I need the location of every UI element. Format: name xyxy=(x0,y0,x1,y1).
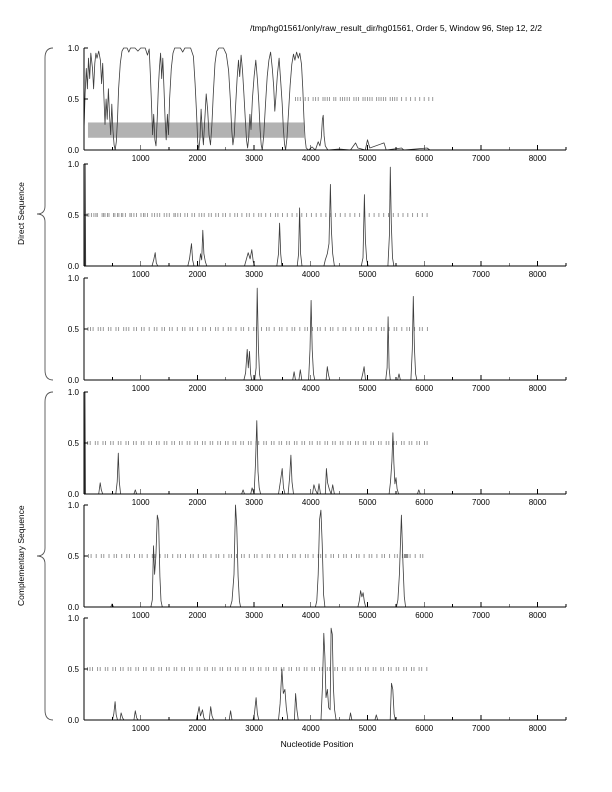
x-tick-label: 3000 xyxy=(245,498,263,507)
y-tick-label: 0.5 xyxy=(67,211,79,220)
x-tick-label: 6000 xyxy=(415,384,434,393)
x-tick-label: 7000 xyxy=(472,498,490,507)
y-tick-label: 0.0 xyxy=(67,490,79,499)
x-tick-label: 2000 xyxy=(188,384,207,393)
x-tick-label: 2000 xyxy=(188,270,207,279)
y-tick-label: 0.5 xyxy=(67,95,79,104)
x-tick-label: 4000 xyxy=(301,270,320,279)
y-tick-label: 0.5 xyxy=(67,552,79,561)
x-tick-label: 1000 xyxy=(131,270,150,279)
y-axis-ticks xyxy=(84,618,88,720)
x-axis-ticks xyxy=(112,602,566,607)
x-tick-label: 6000 xyxy=(415,498,434,507)
match-marks xyxy=(296,97,433,101)
x-tick-label: 6000 xyxy=(415,154,434,163)
panel-direct-1 xyxy=(68,44,566,163)
panel-comp-3 xyxy=(68,614,566,733)
y-axis-ticks xyxy=(84,505,88,607)
signal-curve xyxy=(84,628,563,720)
x-tick-label: 3000 xyxy=(245,724,263,733)
x-tick-label: 7000 xyxy=(472,611,490,620)
x-axis-ticks xyxy=(112,375,566,380)
panel-comp-2 xyxy=(68,501,566,620)
x-tick-label: 7000 xyxy=(472,724,490,733)
x-tick-label: 8000 xyxy=(528,270,547,279)
x-axis-ticks xyxy=(112,715,566,720)
plot-title: /tmp/hg01561/only/raw_result_dir/hg01561, Order 5, Window 96, Step 12, 2/2 xyxy=(249,23,542,33)
match-marks xyxy=(87,213,427,217)
match-marks xyxy=(89,554,423,558)
x-tick-label: 3000 xyxy=(245,154,263,163)
x-tick-label: 1000 xyxy=(131,154,150,163)
x-tick-label: 2000 xyxy=(188,611,207,620)
signal-curve xyxy=(84,288,563,380)
x-tick-label: 7000 xyxy=(472,384,490,393)
signal-curve xyxy=(84,164,563,266)
y-tick-label: 1.0 xyxy=(67,274,79,283)
x-tick-label: 5000 xyxy=(358,154,377,163)
y-axis-ticks xyxy=(84,48,88,150)
x-tick-label: 4000 xyxy=(301,154,320,163)
x-tick-label: 8000 xyxy=(528,154,547,163)
y-tick-label: 1.0 xyxy=(67,44,79,53)
signal-curve xyxy=(84,505,563,607)
x-tick-label: 8000 xyxy=(528,384,547,393)
x-tick-label: 3000 xyxy=(245,611,263,620)
x-tick-label: 5000 xyxy=(358,498,377,507)
x-axis-ticks xyxy=(112,489,566,494)
panel-direct-3 xyxy=(68,274,566,393)
x-axis-title: Nucleotide Position xyxy=(280,739,354,749)
y-tick-label: 1.0 xyxy=(67,614,79,623)
y-tick-label: 0.5 xyxy=(67,439,79,448)
x-tick-label: 3000 xyxy=(245,384,263,393)
x-tick-label: 5000 xyxy=(358,611,377,620)
x-tick-label: 5000 xyxy=(358,270,377,279)
y-tick-label: 1.0 xyxy=(67,160,79,169)
y-tick-label: 0.5 xyxy=(67,665,79,674)
signal-curve xyxy=(84,392,563,494)
x-tick-label: 5000 xyxy=(358,724,377,733)
x-tick-label: 4000 xyxy=(301,498,320,507)
x-tick-label: 7000 xyxy=(472,154,490,163)
x-axis-ticks xyxy=(112,145,566,150)
y-tick-label: 0.0 xyxy=(67,146,79,155)
x-tick-label: 8000 xyxy=(528,611,547,620)
x-tick-label: 2000 xyxy=(188,724,207,733)
x-tick-label: 2000 xyxy=(188,154,207,163)
x-tick-label: 4000 xyxy=(301,384,320,393)
complementary-sequence-label: Complementary Sequence xyxy=(16,505,26,607)
panel-direct-2 xyxy=(68,160,566,279)
x-tick-label: 1000 xyxy=(131,611,150,620)
x-tick-label: 3000 xyxy=(245,270,263,279)
y-tick-label: 0.0 xyxy=(67,716,79,725)
direct-sequence-label: Direct Sequence xyxy=(16,182,26,246)
x-tick-label: 6000 xyxy=(415,611,434,620)
complementary-group-brace xyxy=(37,392,53,720)
y-axis-ticks xyxy=(84,278,88,380)
x-tick-label: 2000 xyxy=(188,498,207,507)
x-tick-label: 4000 xyxy=(301,724,320,733)
x-tick-label: 1000 xyxy=(131,384,150,393)
x-tick-label: 5000 xyxy=(358,384,377,393)
x-tick-label: 6000 xyxy=(415,270,434,279)
y-tick-label: 0.0 xyxy=(67,262,79,271)
x-tick-label: 1000 xyxy=(131,498,150,507)
y-tick-label: 1.0 xyxy=(67,501,79,510)
direct-group-brace xyxy=(37,48,53,380)
y-tick-label: 0.5 xyxy=(67,325,79,334)
x-axis-ticks xyxy=(112,261,566,266)
match-marks xyxy=(87,667,426,671)
highlight-bar xyxy=(88,122,304,137)
y-tick-label: 0.0 xyxy=(67,603,79,612)
y-tick-label: 0.0 xyxy=(67,376,79,385)
y-tick-label: 1.0 xyxy=(67,388,79,397)
x-tick-label: 4000 xyxy=(301,611,320,620)
panel-comp-1 xyxy=(68,388,566,507)
x-tick-label: 7000 xyxy=(472,270,490,279)
x-tick-label: 1000 xyxy=(131,724,150,733)
x-tick-label: 8000 xyxy=(528,724,547,733)
x-tick-label: 8000 xyxy=(528,498,547,507)
x-tick-label: 6000 xyxy=(415,724,434,733)
